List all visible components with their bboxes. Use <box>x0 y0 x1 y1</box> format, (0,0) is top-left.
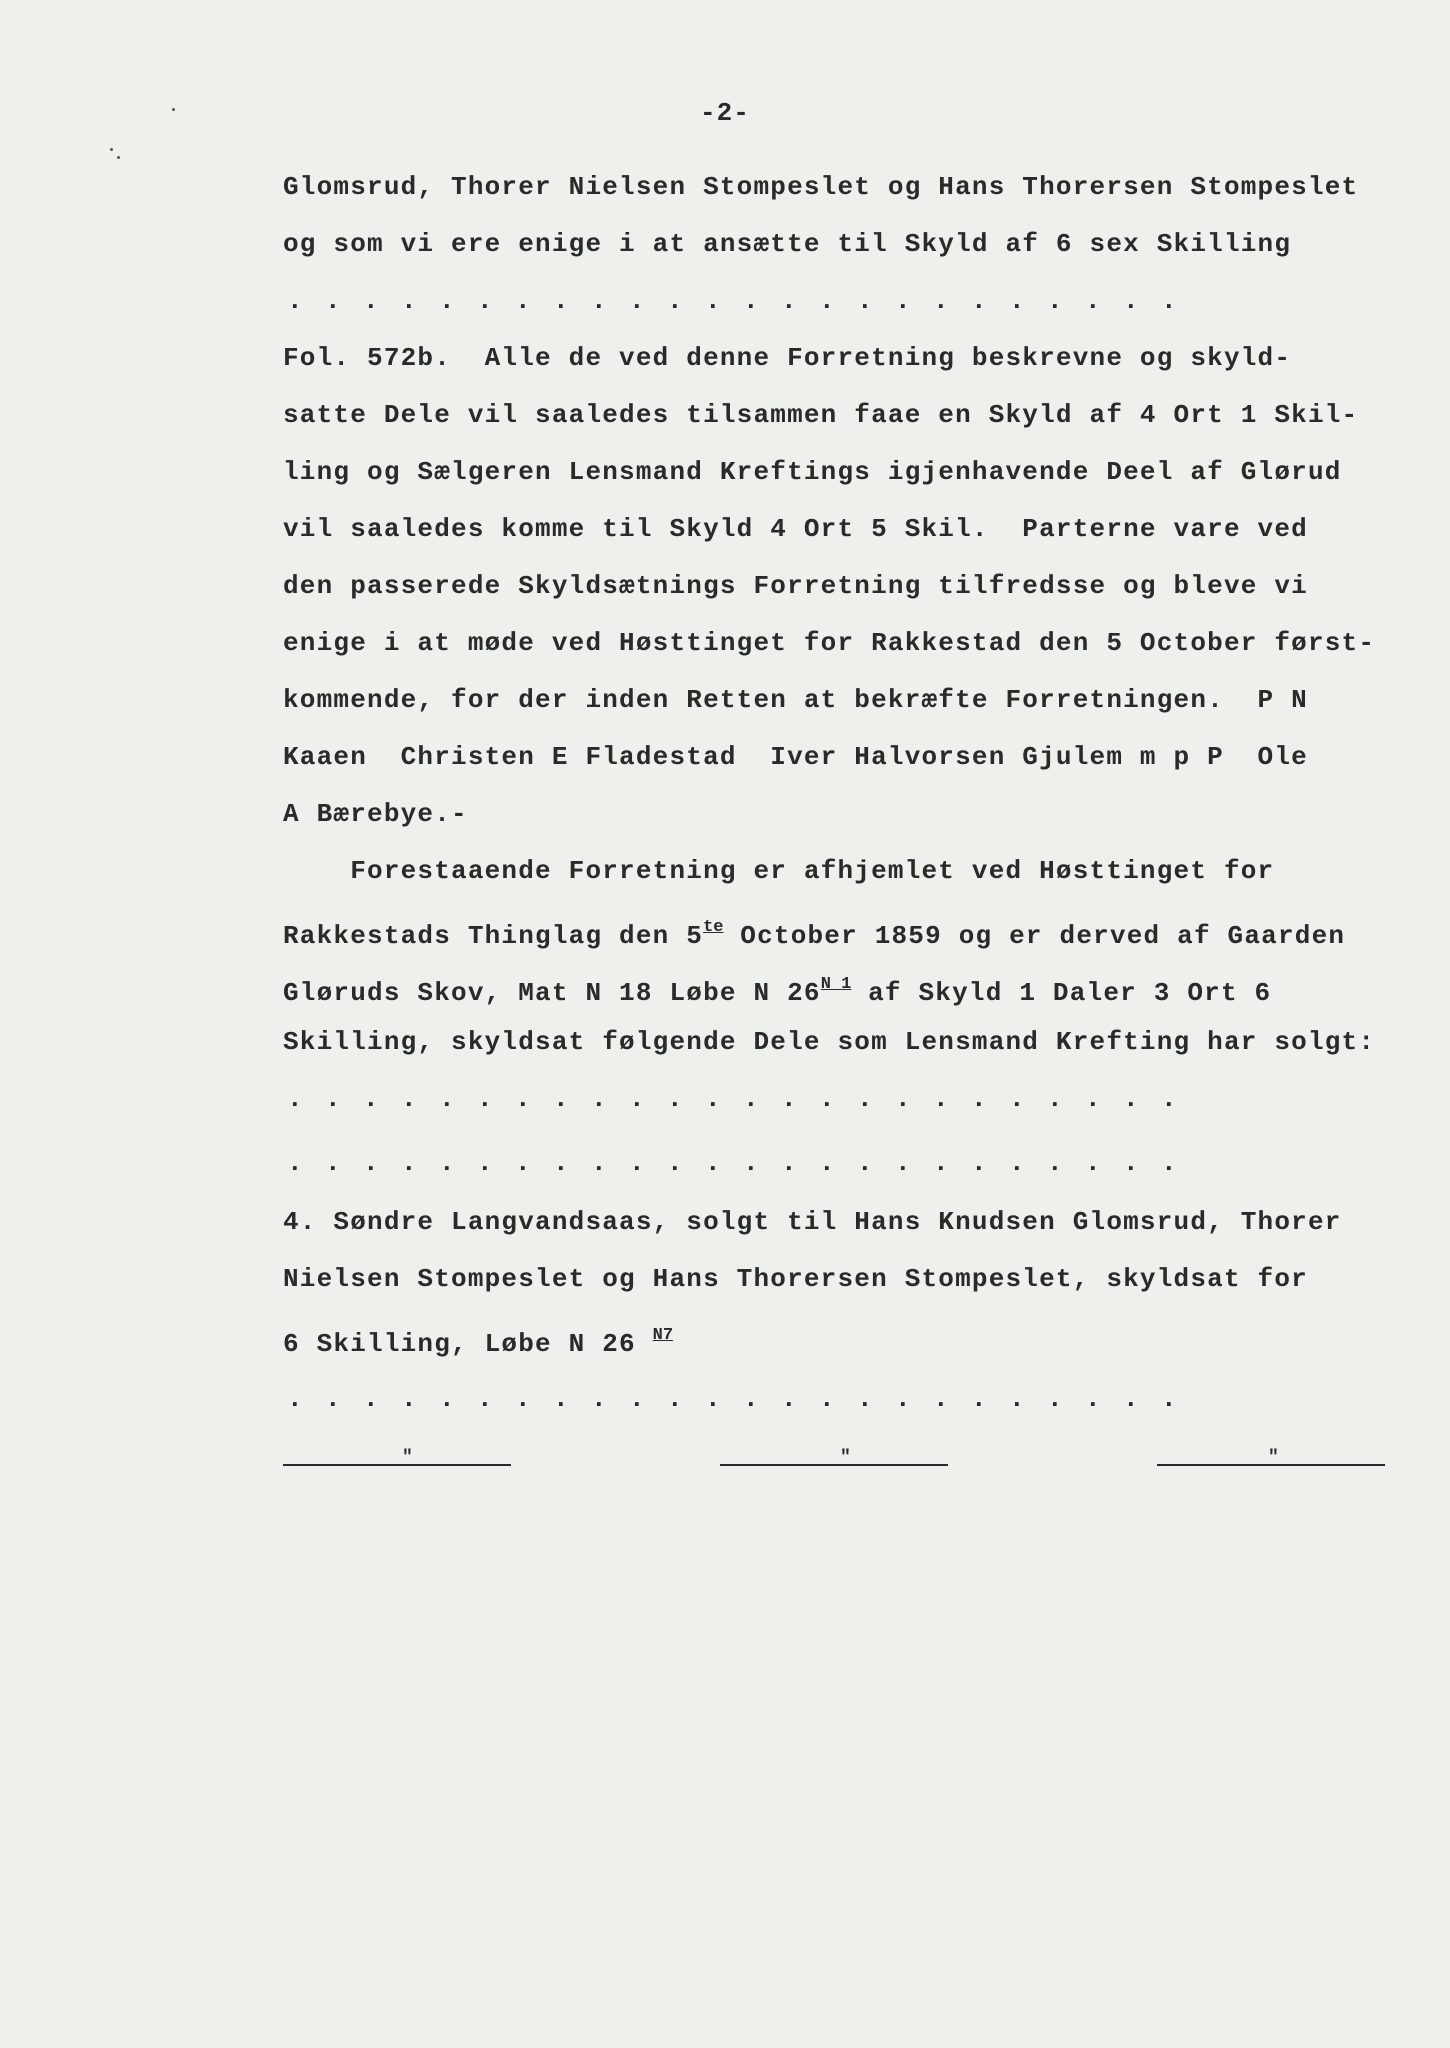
text-line: og som vi ere enige i at ansætte til Skyld af 6 sex Skilling <box>283 229 1292 259</box>
signature-line <box>283 1464 511 1466</box>
speck <box>110 148 113 151</box>
text-line: satte Dele vil saaledes tilsammen faae en Skyld af 4 Ort 1 Skil- <box>283 400 1359 430</box>
text-line: Forestaaende Forretning er afhjemlet ved Høsttinget for <box>283 856 1275 886</box>
text-fragment: Gløruds Skov, Mat N 18 Løbe N 26 <box>283 978 821 1008</box>
page-number: -2- <box>700 98 750 128</box>
text-line: Skilling, skyldsat følgende Dele som Lensmand Krefting har solgt: <box>283 1027 1376 1057</box>
text-line: Fol. 572b. Alle de ved denne Forretning beskrevne og skyld- <box>283 343 1292 373</box>
text-line: A Bærebye.- <box>283 799 468 829</box>
speck <box>117 156 120 159</box>
ditto-mark: " <box>840 1448 851 1468</box>
fraction-number: N7 <box>652 1326 674 1345</box>
speck <box>172 108 175 111</box>
text-line: vil saaledes komme til Skyld 4 Ort 5 Skil. Parterne vare ved <box>283 514 1308 544</box>
text-fragment: October 1859 og er derved af Gaarden <box>723 921 1346 951</box>
dotted-line: ........................ <box>287 1084 1200 1114</box>
dotted-line: ........................ <box>287 1384 1200 1414</box>
text-line: den passerede Skyldsætnings Forretning tilfredsse og bleve vi <box>283 571 1308 601</box>
ditto-mark: " <box>1268 1448 1279 1468</box>
text-line: ling og Sælgeren Lensmand Kreftings igjenhavende Deel af Glørud <box>283 457 1342 487</box>
text-fragment: 6 Skilling, Løbe N 26 <box>283 1329 653 1359</box>
text-line: kommende, for der inden Retten at bekræfte Forretningen. P N <box>283 685 1308 715</box>
superscript: te <box>703 918 724 937</box>
text-line: 4. Søndre Langvandsaas, solgt til Hans Knudsen Glomsrud, Thorer <box>283 1207 1342 1237</box>
text-fragment: Rakkestads Thinglag den 5 <box>283 921 704 951</box>
text-line: Nielsen Stompeslet og Hans Thorersen Stompeslet, skyldsat for <box>283 1264 1308 1294</box>
text-line: enige i at møde ved Høsttinget for Rakkestad den 5 October først- <box>283 628 1376 658</box>
text-line <box>283 913 1345 951</box>
dotted-line: ........................ <box>287 286 1200 316</box>
text-line: Kaaen Christen E Fladestad Iver Halvorsen Gjulem m p P Ole <box>283 742 1308 772</box>
text-fragment: af Skyld 1 Daler 3 Ort 6 <box>851 978 1272 1008</box>
text-line <box>283 970 1271 1008</box>
fraction-number: N 1 <box>820 975 852 994</box>
text-line <box>283 1321 673 1359</box>
ditto-mark: " <box>402 1448 413 1468</box>
dotted-line: ........................ <box>287 1148 1200 1178</box>
signature-line <box>720 1464 948 1466</box>
text-line: Glomsrud, Thorer Nielsen Stompeslet og Hans Thorersen Stompeslet <box>283 172 1359 202</box>
